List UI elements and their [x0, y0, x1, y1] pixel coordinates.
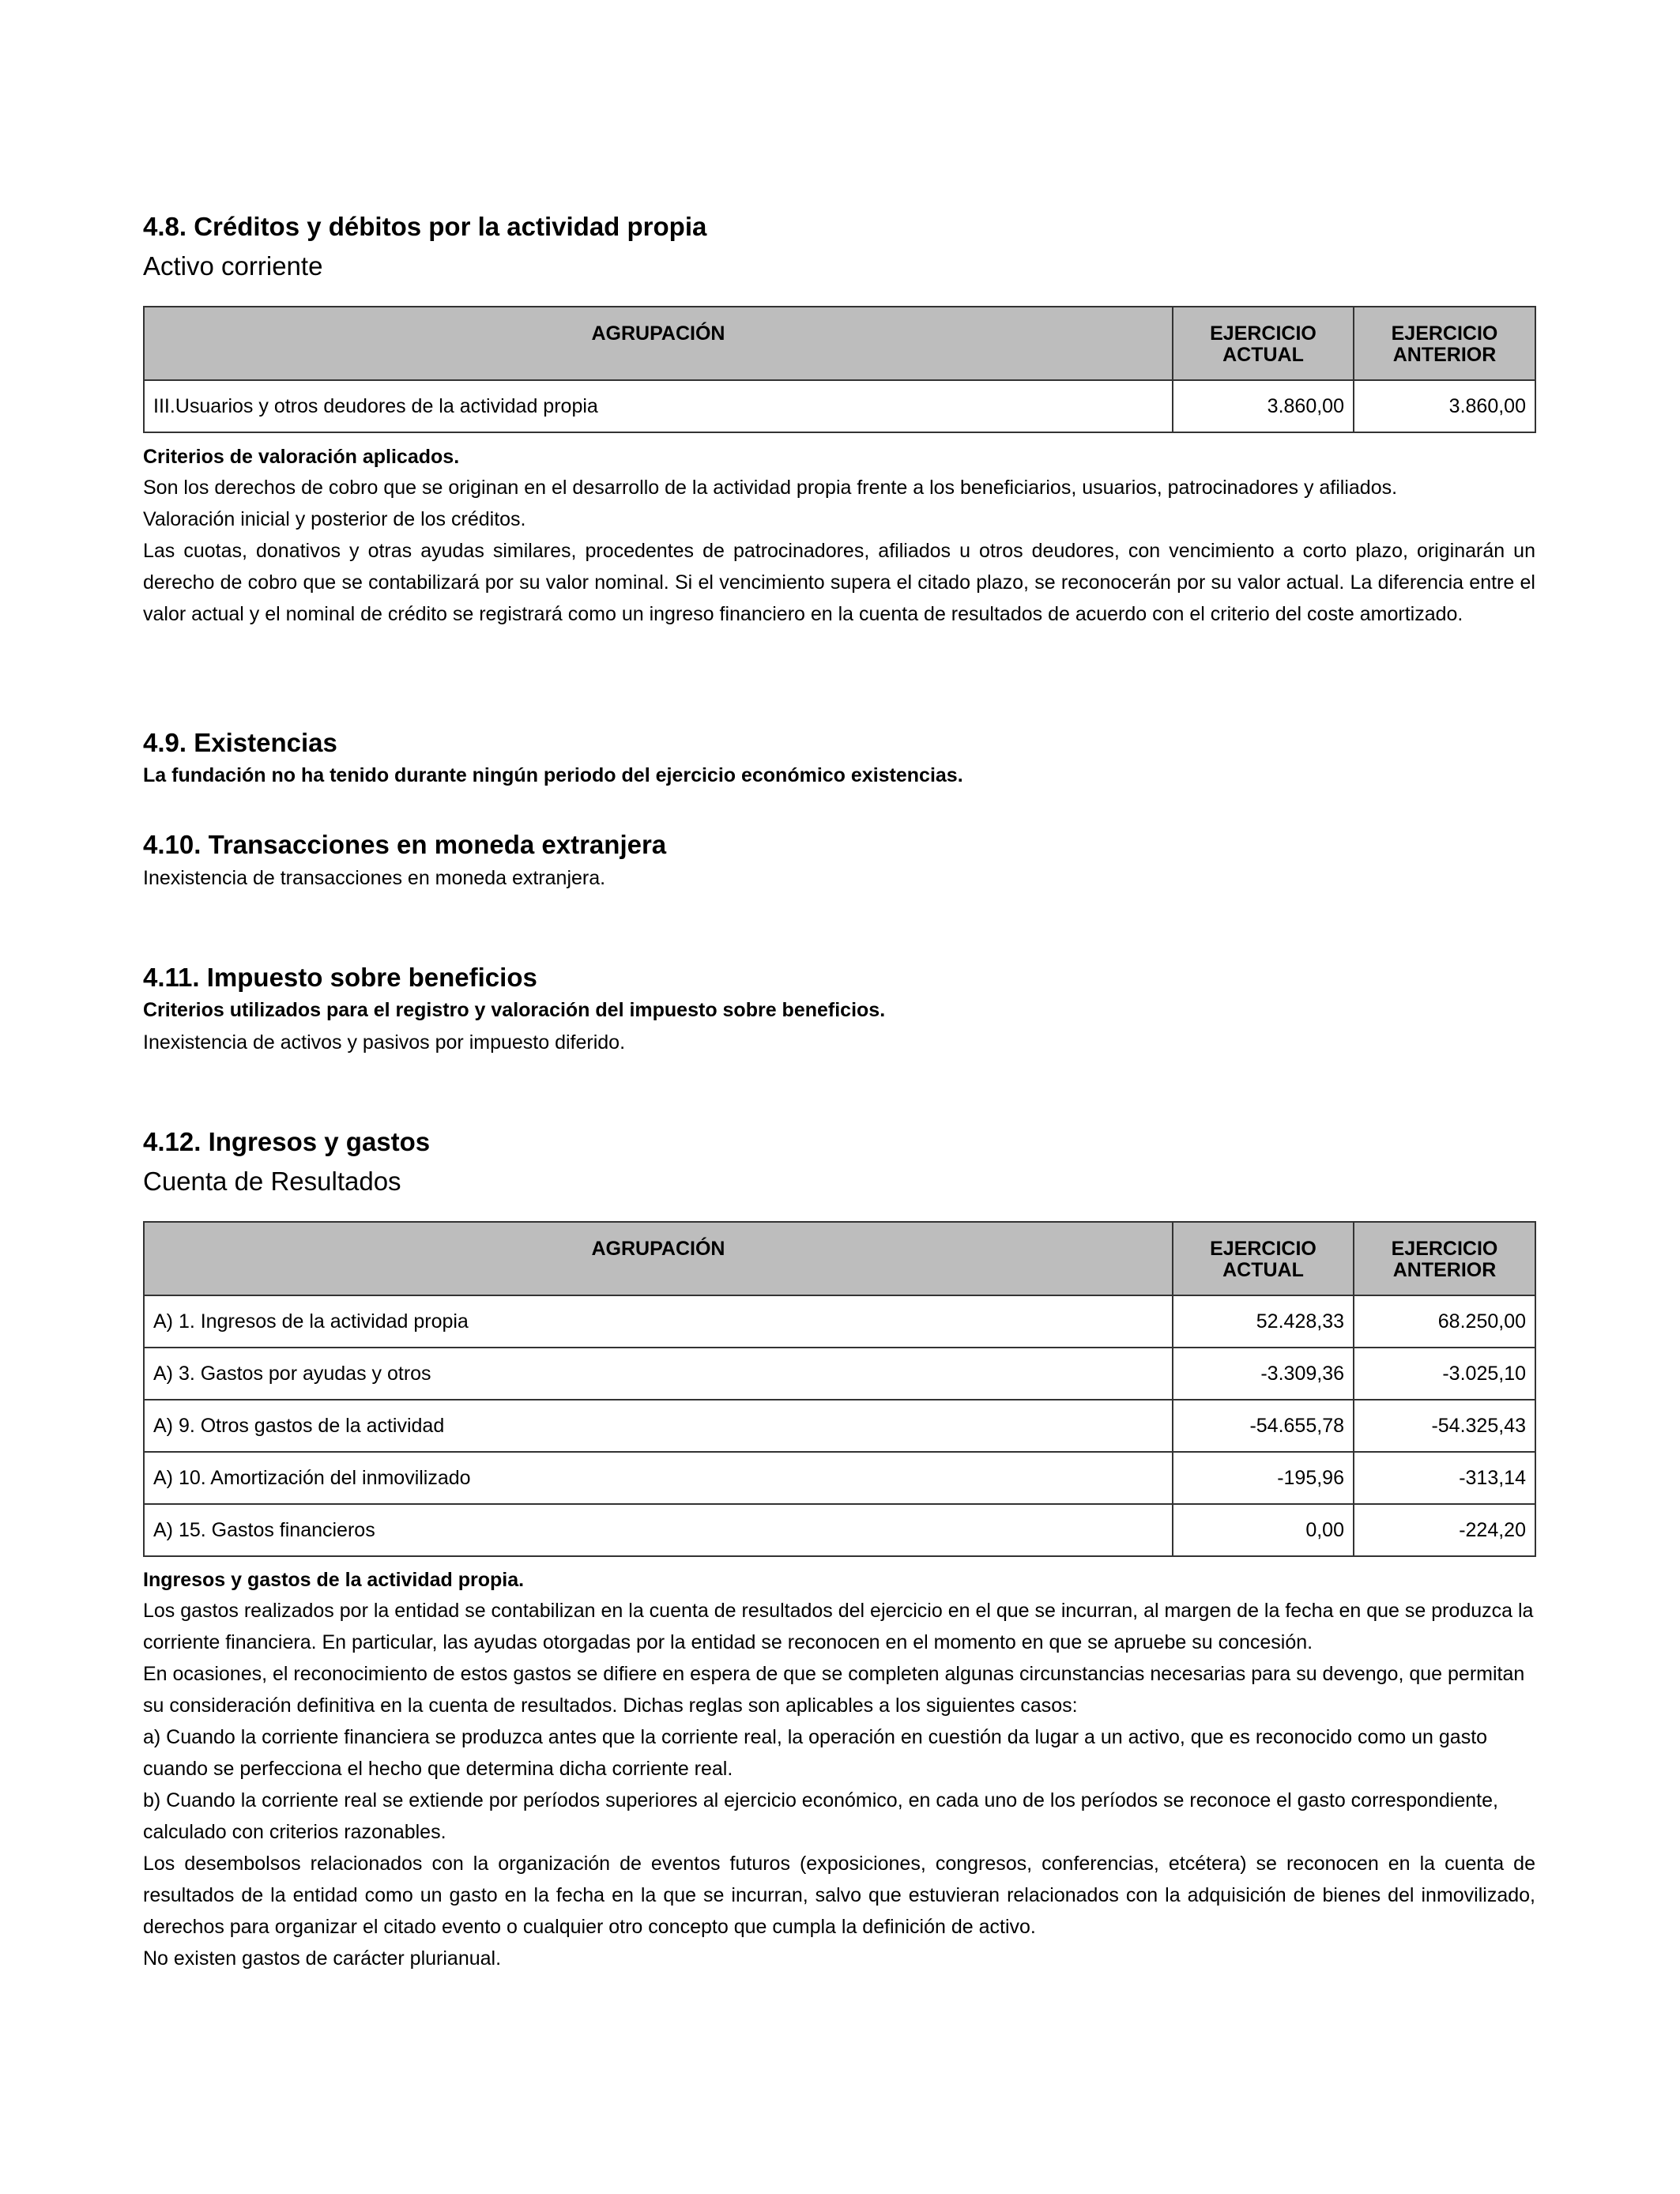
section-4-8-subtitle: Activo corriente — [143, 251, 323, 281]
row-label: A) 15. Gastos financieros — [144, 1504, 1173, 1556]
table-header-row — [144, 307, 1535, 380]
section-4-11-title: 4.11. Impuesto sobre beneficios — [143, 963, 537, 992]
row-actual: -195,96 — [1173, 1452, 1354, 1504]
header-agrupacion: AGRUPACIÓN — [144, 1222, 1173, 1295]
activo-corriente-table — [143, 306, 1536, 433]
row-label: A) 1. Ingresos de la actividad propia — [144, 1295, 1173, 1348]
row-anterior: 3.860,00 — [1354, 380, 1535, 432]
header-ejercicio-actual: EJERCICIO ACTUAL — [1173, 1222, 1354, 1295]
header-ejercicio-anterior: EJERCICIO ANTERIOR — [1354, 307, 1535, 380]
row-anterior: -3.025,10 — [1354, 1348, 1535, 1400]
header-agrupacion: AGRUPACIÓN — [144, 307, 1173, 380]
section-4-10-title: 4.10. Transacciones en moneda extranjera — [143, 830, 667, 859]
table-row — [144, 1295, 1535, 1348]
paragraph: Valoración inicial y posterior de los créditos. — [143, 508, 526, 530]
section-4-9-title: 4.9. Existencias — [143, 728, 337, 757]
row-actual: -54.655,78 — [1173, 1400, 1354, 1452]
section-4-12-title: 4.12. Ingresos y gastos — [143, 1127, 431, 1156]
paragraph: Los gastos realizados por la entidad se contabilizan en la cuenta de resultados del ejercicio en el que se incurran, al margen de la fecha en que se produzca la corriente financiera. En particular, las ayudas otorgadas por la entidad se reconocen en el momento en que se apruebe su concesión. — [143, 1600, 1534, 1653]
table-row — [144, 380, 1535, 432]
section-4-11-criteria: Criterios utilizados para el registro y valoración del impuesto sobre beneficios. — [143, 999, 886, 1021]
table-row — [144, 1504, 1535, 1556]
row-label: A) 3. Gastos por ayudas y otros — [144, 1348, 1173, 1400]
row-label: A) 9. Otros gastos de la actividad — [144, 1400, 1173, 1452]
row-actual: 0,00 — [1173, 1504, 1354, 1556]
row-actual: 52.428,33 — [1173, 1295, 1354, 1348]
paragraph: Son los derechos de cobro que se originan en el desarrollo de la actividad propia frente a los beneficiarios, usuarios, patrocinadores y afiliados. — [143, 477, 1398, 499]
paragraph: Las cuotas, donativos y otras ayudas similares, procedentes de patrocinadores, afiliados u otros deudores, con vencimiento a corto plazo, originarán un derecho de cobro que se contabilizará por su valor nominal. Si el vencimiento supera el citado plazo, se reconocerán por su valor actual. La diferencia entre el valor actual y el nominal de crédito se registrará como un ingreso financiero en la cuenta de resultados de acuerdo con el criterio del coste amortizado. — [143, 540, 1535, 625]
section-4-9-text: La fundación no ha tenido durante ningún periodo del ejercicio económico existencias. — [143, 764, 963, 786]
section-4-8-title: 4.8. Créditos y débitos por la actividad propia — [143, 212, 707, 241]
row-label: A) 10. Amortización del inmovilizado — [144, 1452, 1173, 1504]
row-anterior: 68.250,00 — [1354, 1295, 1535, 1348]
paragraph: Los desembolsos relacionados con la organización de eventos futuros (exposiciones, congresos, conferencias, etcétera) se reconocen en la cuenta de resultados de la entidad como un gasto en la fecha en la que se incurran, salvo que estuvieran relacionados con la adquisición de bienes del inmovilizado, derechos para organizar el citado evento o cualquier otro concepto que cumpla la definición de activo. — [143, 1853, 1535, 1938]
row-anterior: -54.325,43 — [1354, 1400, 1535, 1452]
paragraph: No existen gastos de carácter plurianual. — [143, 1947, 502, 1970]
cuenta-resultados-table — [143, 1221, 1536, 1557]
table-row — [144, 1452, 1535, 1504]
criteria-title: Ingresos y gastos de la actividad propia. — [143, 1569, 525, 1591]
paragraph: b) Cuando la corriente real se extiende por períodos superiores al ejercicio económico, en cada uno de los períodos se reconoce el gasto correspondiente, calculado con criterios razonables. — [143, 1789, 1498, 1843]
row-anterior: -313,14 — [1354, 1452, 1535, 1504]
row-label: III.Usuarios y otros deudores de la actividad propia — [144, 380, 1173, 432]
criteria-title: Criterios de valoración aplicados. — [143, 446, 460, 468]
row-anterior: -224,20 — [1354, 1504, 1535, 1556]
row-actual: -3.309,36 — [1173, 1348, 1354, 1400]
paragraph: a) Cuando la corriente financiera se produzca antes que la corriente real, la operación en cuestión da lugar a un activo, que es reconocido como un gasto cuando se perfecciona el hecho que determina dicha corriente real. — [143, 1726, 1488, 1780]
table-row — [144, 1400, 1535, 1452]
header-ejercicio-actual: EJERCICIO ACTUAL — [1173, 307, 1354, 380]
section-4-10-text: Inexistencia de transacciones en moneda extranjera. — [143, 867, 606, 889]
header-ejercicio-anterior: EJERCICIO ANTERIOR — [1354, 1222, 1535, 1295]
row-actual: 3.860,00 — [1173, 380, 1354, 432]
table-row — [144, 1348, 1535, 1400]
table-header-row — [144, 1222, 1535, 1295]
paragraph: En ocasiones, el reconocimiento de estos gastos se difiere en espera de que se completen algunas circunstancias necesarias para su devengo, que permitan su consideración definitiva en la cuenta de resultados. Dichas reglas son aplicables a los siguientes casos: — [143, 1663, 1525, 1717]
section-4-11-text: Inexistencia de activos y pasivos por impuesto diferido. — [143, 1031, 626, 1054]
section-4-12-subtitle: Cuenta de Resultados — [143, 1167, 401, 1196]
